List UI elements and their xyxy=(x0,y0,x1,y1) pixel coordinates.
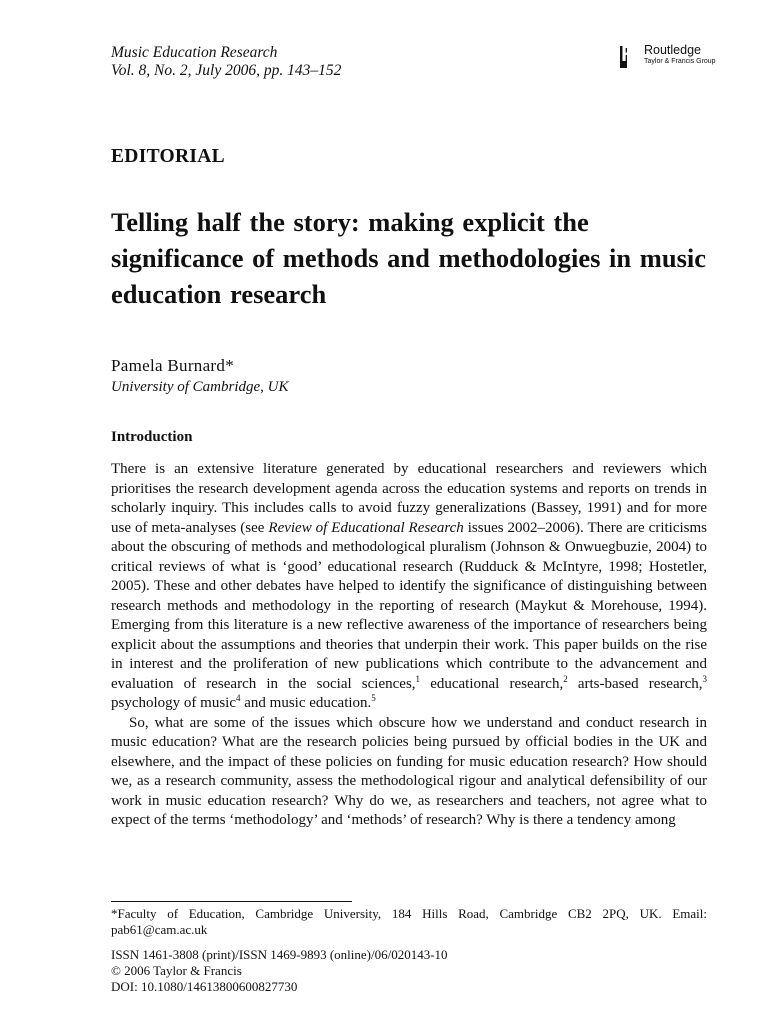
article-title: Telling half the story: making explicit the significance of methods and methodologies in music education research xyxy=(111,207,707,309)
footnote-ref[interactable]: 3 xyxy=(702,673,708,684)
author-affiliation: University of Cambridge, UK xyxy=(111,379,289,395)
publication-meta xyxy=(111,947,448,995)
section-heading: Introduction xyxy=(111,429,193,445)
publisher-name: Routledge xyxy=(644,43,701,57)
footnote-divider xyxy=(111,901,352,902)
journal-name: Music Education Research xyxy=(111,44,278,61)
article-type: EDITORIAL xyxy=(111,146,225,167)
doi[interactable]: DOI: 10.1080/14613800600827730 xyxy=(111,979,298,994)
publisher-logo xyxy=(620,41,716,70)
routledge-logo-icon: R xyxy=(621,41,637,66)
footnote-ref[interactable]: 2 xyxy=(563,673,568,684)
copyright: © 2006 Taylor & Francis xyxy=(111,963,242,978)
journal-header xyxy=(111,44,341,80)
footnote-ref[interactable]: 4 xyxy=(236,693,241,703)
paragraph: There is an extensive literature generated by educational researchers and reviewers which prioritises the research development agenda across the education systems and reports on trends in scholarly inquiry. This includes calls to avoid fuzzy generalizations (Bassey, 1991) and for more use of meta-analyses (see Review of Educational Research issues 2002–2006). There are criticisms about the obscuring of methods and methodological pluralism (Johnson & Onwuegbuzie, 2004) to critical reviews of what is ‘good’ educational research (Rudduck & McIntyre, 1998; Hostetler, 2005). These and other debates have helped to identify the significance of distinguishing between research methods and methodology in the reporting of research (Maykut & Morehouse, 1994). Emerging from this literature is a new reflective awareness of the importance of researchers being explicit about the assumptions and theories that underpin their work. This paper builds on the rise in interest and the proliferation of new publications which contribute to the advancement and evaluation of research in the social sciences,$^1$ educational research,$^2$ arts-based research,$^3$ psychology of music$^4$ and music education.$^5$ xyxy=(111,461,708,711)
author-footnote: *Faculty of Education, Cambridge University, 184 Hills Road, Cambridge CB2 2PQ, UK. Email: pab61@cam.ac.uk xyxy=(111,906,707,937)
issn: ISSN 1461-3808 (print)/ISSN 1469-9893 (online)/06/020143-10 xyxy=(111,947,448,962)
author-name: Pamela Burnard* xyxy=(111,356,234,375)
footnote-ref[interactable]: 5 xyxy=(371,693,376,703)
volume-info: Vol. 8, No. 2, July 2006, pp. 143–152 xyxy=(111,62,342,79)
publisher-sub: Taylor & Francis Group xyxy=(644,58,716,65)
paragraph: So, what are some of the issues which obscure how we understand and conduct research in music education? What are the research policies being pursued by official bodies in the UK and elsewhere, and the impact of these policies on funding for music education research? How should we, as a research community, assess the methodological rigour and analytical defensibility of our work in music education research? Why do we, as researchers and teachers, not agree what to expect of the terms ‘methodology’ and ‘methods’ of research? Why is there a tendency among xyxy=(111,714,707,828)
body-text xyxy=(111,460,707,831)
footnote-ref[interactable]: 1 xyxy=(415,673,421,684)
journal-citation: Review of Educational Research xyxy=(268,519,464,536)
